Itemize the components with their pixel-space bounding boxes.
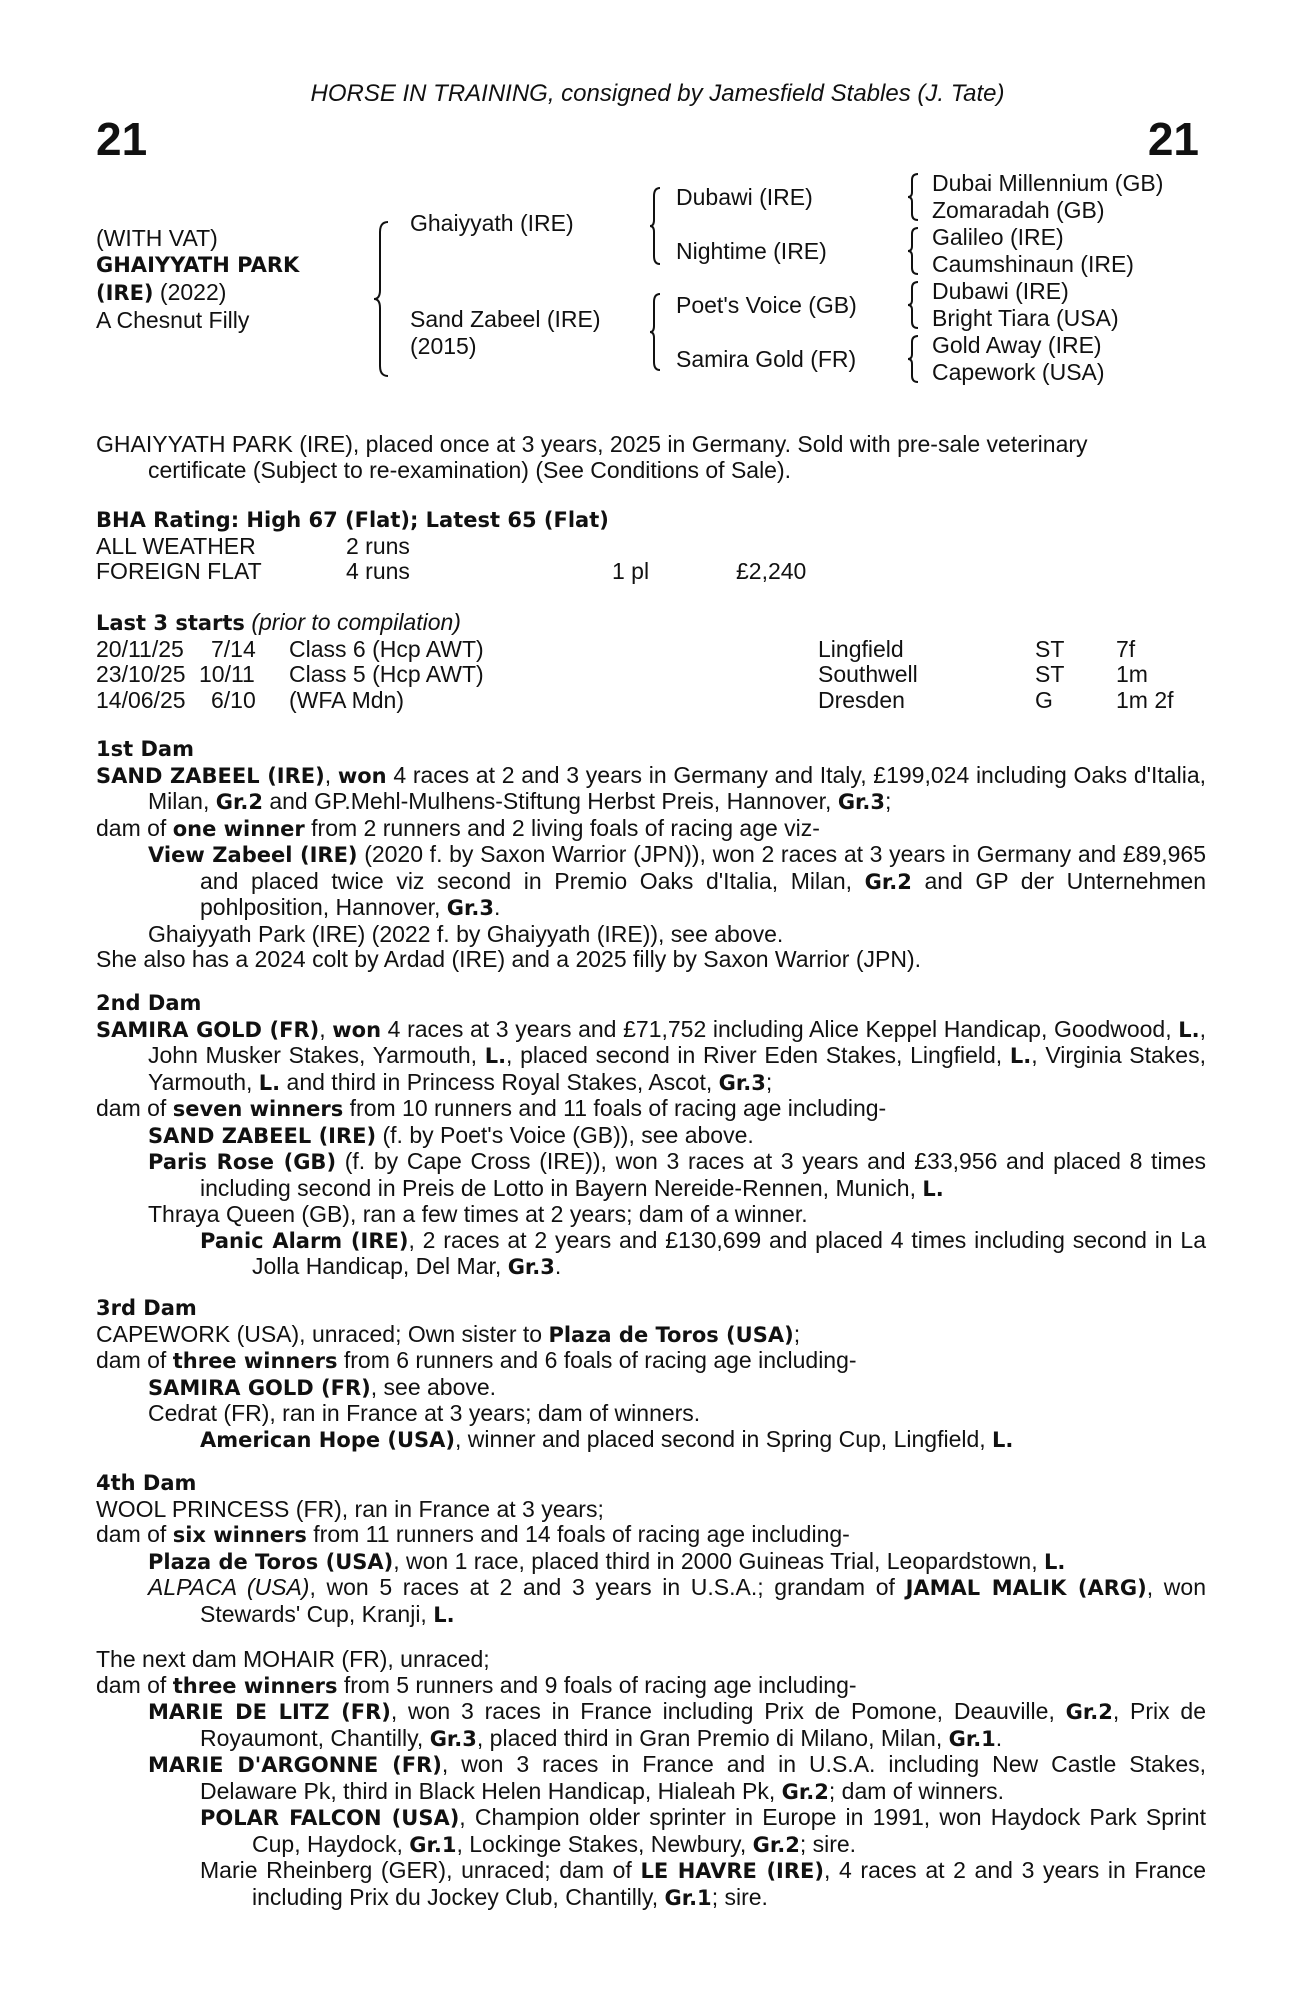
g3-ancestor: Bright Tiara (USA) [932,305,1119,331]
rating-type: ALL WEATHER [96,532,256,559]
grade: Gr.2 [215,790,263,814]
g3-ancestor: Zomaradah (GB) [932,197,1105,223]
horse-identity [96,225,299,334]
grade: L. [992,1427,1014,1452]
text: and GP der Unternehmen pohlposition, Hannover, [200,867,1207,920]
pedigree-brace [906,334,920,384]
start-date: 23/10/25 [96,661,186,687]
grade: Gr.3 [446,896,494,920]
text: 4 races at 3 years and £71,752 including Alice Keppel Handicap, Goodwood, [381,1015,1179,1042]
summary-line: GHAIYYATH PARK (IRE), placed once at 3 years, 2025 in Germany. Sold with pre-sale veterinary [96,431,1088,457]
grade: Gr.1 [948,1726,996,1751]
text: , winner and placed second in Spring Cup, Lingfield, [455,1425,993,1452]
text: , John Musker Stakes, Yarmouth, [148,1015,1206,1068]
g3-ancestor: Capework (USA) [932,359,1105,385]
pedigree-brace [906,172,920,222]
grade: Gr.3 [507,1255,555,1279]
section-heading: 3rd Dam [96,1296,197,1320]
winners-count: three winners [172,1349,338,1373]
start-position: 6/10 [211,686,256,713]
g3-ancestor: Gold Away (IRE) [932,332,1102,358]
text: , won 1 race, placed third in 2000 Guineas Trial, Leopardstown, [393,1547,1045,1574]
text: dam of [96,1671,173,1698]
text: , placed second in River Eden Stakes, Lingfield, [506,1042,1010,1068]
text: and third in Princess Royal Stakes, Ascot, [280,1068,719,1095]
progeny-name: Panic Alarm (IRE) [200,1228,409,1253]
grade: L. [1009,1044,1032,1068]
start-row [96,662,1206,688]
text: from 6 runners and 6 foals of racing age including- [337,1347,857,1373]
text: ; [885,788,892,814]
text: dam of [96,814,173,841]
text: , placed third in Gran Premio di Milano, Milan, [476,1724,949,1751]
won-label: won [337,763,387,788]
grade: Gr.2 [781,1779,829,1804]
bha-rating-heading: BHA Rating: High 67 (Flat); Latest 65 (Flat) [96,508,609,532]
relative-name: JAMAL MALIK (ARG) [905,1576,1147,1600]
horse-year: (2022) [159,279,227,305]
text: and GP.Mehl-Mulhens-Stiftung Herbst Preis, Hannover, [262,788,838,814]
section-heading: 2nd Dam [96,991,202,1015]
first-dam-section: 1st Dam SAND ZABEEL (IRE), won 4 races at 2 and 3 years in Germany and Italy, £199,024 including Oaks d'Italia, Milan, Gr.2 and GP.Mehl-Mulhens-Stiftung Herbst Preis, Hannover, Gr.3; dam of one winner from 2 runners and 2 living foals of racing age viz- View Zabeel (IRE) (2020 f. by Saxon Warrior (JPN)), won 2 races at 3 years in Germany and £89,965 and placed twice viz second in Premio Oaks d'Italia, Milan, Gr.2 and GP der Unternehmen pohlposition, Hannover, Gr.3. Ghaiyyath Park (IRE) (2022 f. by Ghaiyyath (IRE)), see above. She also has a 2024 colt by Ardad (IRE) and a 2025 filly by Saxon Warrior (JPN). [96,737,1207,972]
grade: L. [258,1070,281,1095]
text: , won 5 races at 2 and 3 years in U.S.A.; grandam of [309,1574,906,1600]
consignor-header: HORSE IN TRAINING, consigned by Jamesfield Stables (J. Tate) [310,80,1005,107]
section-heading: 1st Dam [96,737,194,761]
start-date: 20/11/25 [96,635,184,662]
rating-runs: 4 runs [346,558,410,584]
text: (f. by Cape Cross (IRE)), won 3 races at 3 years and £33,956 and placed 8 times including second in Preis de Lotto in Bayern Nereide-Rennen, Munich, [200,1148,1207,1201]
text: , won Stewards' Cup, Kranji, [200,1574,1206,1627]
start-distance: 7f [1116,635,1136,662]
progeny-name: View Zabeel (IRE) [148,843,358,867]
progeny-line: Thraya Queen (GB), ran a few times at 2 years; dam of a winner. [148,1201,808,1227]
start-course: Dresden [818,686,905,713]
text: from 5 runners and 9 foals of racing age including- [337,1671,857,1698]
winners-count: one winner [172,816,305,841]
start-row [96,637,1206,663]
text: 4 races at 2 and 3 years in Germany and Italy, £199,024 including Oaks d'Italia, Milan, [148,761,1207,814]
progeny-name: ALPACA (USA) [148,1574,310,1600]
third-dam-section [96,1296,1206,1453]
dam-line: The next dam MOHAIR (FR), unraced; [96,1646,490,1672]
progeny-line: Cedrat (FR), ran in France at 3 years; dam of winners. [148,1400,701,1426]
text: . [493,894,501,920]
winners-count: three winners [172,1673,338,1698]
section-heading: 4th Dam [96,1471,197,1495]
start-race: Class 6 (Hcp AWT) [289,635,484,662]
pedigree-brace [648,186,662,266]
text: , 4 races at 2 and 3 years in France including Prix du Jockey Club, Chantilly, [252,1857,1206,1910]
text: ; [765,1068,773,1095]
grade: Gr.1 [664,1885,712,1910]
text: from 10 runners and 11 foals of racing age including- [343,1095,887,1121]
start-row [96,688,1206,714]
progeny-name: Paris Rose (GB) [148,1150,337,1174]
text: dam of [96,1347,173,1373]
start-course: Southwell [818,661,918,687]
dam-line: WOOL PRINCESS (FR), ran in France at 3 years; [96,1495,604,1522]
text: , Lockinge Stakes, Newbury, [456,1830,753,1857]
grade: Gr.3 [718,1070,766,1095]
progeny-name: Plaza de Toros (USA) [148,1549,394,1574]
relative-name: LE HAVRE (IRE) [640,1859,824,1883]
also-note: She also has a 2024 colt by Ardad (IRE) and a 2025 filly by Saxon Warrior (JPN). [96,946,921,972]
text: ; dam of winners. [828,1777,1005,1804]
horse-name: GHAIYYATH PARK [96,253,300,277]
rating-row [96,534,1206,560]
text: ; sire. [799,1830,857,1857]
g3-ancestor: Dubai Millennium (GB) [932,170,1164,196]
sire-sire: Dubawi (IRE) [676,184,813,210]
start-going: ST [1035,635,1065,662]
rating-earnings: £2,240 [736,558,807,584]
rating-row [96,559,1206,585]
last-starts-subheading: (prior to compilation) [251,609,461,635]
next-dam-section [96,1647,1206,1911]
text: CAPEWORK (USA), unraced; Own sister to [96,1320,549,1347]
rating-section [96,508,1206,585]
text: , Prix de Royaumont, Chantilly, [200,1698,1206,1751]
text: , won 3 races in France and in U.S.A. including New Castle Stakes, Delaware Pk, third in Black Helen Handicap, Hialeah Pk, [200,1751,1206,1804]
progeny-name: SAND ZABEEL (IRE) [148,1123,377,1148]
dam [410,306,600,360]
progeny-line: Ghaiyyath Park (IRE) (2022 f. by Ghaiyyath (IRE)), see above. [148,920,784,947]
start-position: 10/11 [199,661,255,687]
start-distance: 1m 2f [1116,686,1174,713]
grade: L. [1044,1549,1066,1574]
grade: Gr.3 [429,1726,477,1751]
progeny-name: POLAR FALCON (USA) [200,1806,460,1830]
text: from 2 runners and 2 living foals of racing age viz- [304,814,820,841]
text: ; [793,1320,801,1347]
text: Marie Rheinberg (GER), unraced; dam of [200,1857,641,1883]
pedigree-brace [906,280,920,330]
dam-dam: Samira Gold (FR) [676,346,857,372]
progeny-name: MARIE DE LITZ (FR) [148,1700,391,1724]
last-starts-heading: Last 3 starts [96,611,245,635]
text: dam of [96,1521,173,1547]
text: . [995,1724,1003,1751]
vat-note: (WITH VAT) [96,225,218,251]
sire: Ghaiyyath (IRE) [410,210,574,236]
g3-ancestor: Galileo (IRE) [932,224,1064,250]
start-race: (WFA Mdn) [289,686,405,713]
text: from 11 runners and 14 foals of racing age including- [306,1521,850,1547]
grade: Gr.1 [409,1832,457,1857]
dam-name: SAND ZABEEL (IRE) [96,763,325,788]
pedigree-brace [648,292,662,372]
progeny-name: MARIE D'ARGONNE (FR) [148,1753,442,1777]
last-starts-section [96,610,1206,713]
rating-runs: 2 runs [346,532,410,559]
rating-placed: 1 pl [612,558,650,584]
text: dam of [96,1095,173,1121]
grade: Gr.2 [864,869,912,894]
progeny-name: American Hope (USA) [200,1427,456,1452]
text: ; sire. [711,1883,768,1910]
lot-number-right: 21 [1147,113,1199,165]
dam-year: (2015) [410,333,477,359]
dam-name: Sand Zabeel (IRE) [410,306,601,332]
grade: Gr.2 [752,1832,800,1857]
won-label: won [332,1017,382,1042]
text: , Virginia Stakes, Yarmouth, [148,1042,1206,1095]
dam-name: SAMIRA GOLD (FR) [96,1017,320,1042]
grade: L. [484,1044,507,1068]
text: , see above. [370,1373,497,1400]
start-race: Class 5 (Hcp AWT) [289,661,484,687]
winners-count: seven winners [172,1097,344,1121]
relative-name: Plaza de Toros (USA) [548,1322,794,1347]
text: (f. by Poet's Voice (GB)), see above. [376,1121,754,1148]
grade: L. [922,1176,944,1201]
g3-ancestor: Caumshinaun (IRE) [932,251,1134,277]
grade: Gr.2 [1065,1700,1113,1724]
start-position: 7/14 [211,635,256,662]
pedigree-brace [906,226,920,276]
start-date: 14/06/25 [96,686,186,713]
start-going: G [1035,686,1053,713]
grade: L. [1178,1017,1200,1042]
progeny-name: SAMIRA GOLD (FR) [148,1375,371,1400]
dam-sire: Poet's Voice (GB) [676,292,857,318]
horse-suffix: (IRE) [96,281,154,305]
text: , won 3 races in France including Prix de Pomone, Deauville, [390,1698,1066,1724]
third-generation [932,170,1163,386]
g3-ancestor: Dubawi (IRE) [932,278,1069,304]
lot-number-left: 21 [96,113,148,165]
start-course: Lingfield [818,635,904,662]
winners-count: six winners [172,1523,307,1547]
start-going: ST [1035,661,1065,687]
text: , Champion older sprinter in Europe in 1991, won Haydock Park Sprint Cup, Haydock, [252,1804,1206,1857]
second-dam-section: 2nd Dam SAMIRA GOLD (FR), won 4 races at 3 years and £71,752 including Alice Keppel Handicap, Goodwood, L., John Musker Stakes, Yarmouth, L., placed second in River Eden Stakes, Lingfield, L., Virginia Stakes, Yarmouth, L. and third in Princess Royal Stakes, Ascot, Gr.3; dam of seven winners from 10 runners and 11 foals of racing age including- SAND ZABEEL (IRE) (f. by Poet's Voice (GB)), see above. Paris Rose (GB) (f. by Cape Cross (IRE)), won 3 races at 3 years and £33,956 and placed 8 times including second in Preis de Lotto in Bayern Nereide-Rennen, Munich, L. Thraya Queen (GB), ran a few times at 2 years; dam of a winner. Panic Alarm (IRE), 2 races at 2 years and £130,699 and placed 4 times including second in La Jolla Handicap, Del Mar, Gr.3. [96,991,1207,1279]
summary [96,432,1206,483]
horse-description: A Chesnut Filly [96,307,250,333]
fourth-dam-section [96,1471,1206,1628]
pedigree-brace [372,220,390,378]
rating-type: FOREIGN FLAT [96,558,262,584]
grade: L. [433,1602,455,1627]
text: , 2 races at 2 years and £130,699 and placed 4 times including second in La Jolla Handicap, Del Mar, [252,1226,1206,1279]
start-distance: 1m [1116,661,1148,687]
grade: Gr.3 [837,790,886,814]
summary-line: certificate (Subject to re-examination) (See Conditions of Sale). [148,456,792,483]
text: . [554,1253,562,1279]
sire-dam: Nightime (IRE) [676,238,827,264]
text: (2020 f. by Saxon Warrior (JPN)), won 2 races at 3 years in Germany and £89,965 and placed twice viz second in Premio Oaks d'Italia, Milan, [200,841,1206,894]
